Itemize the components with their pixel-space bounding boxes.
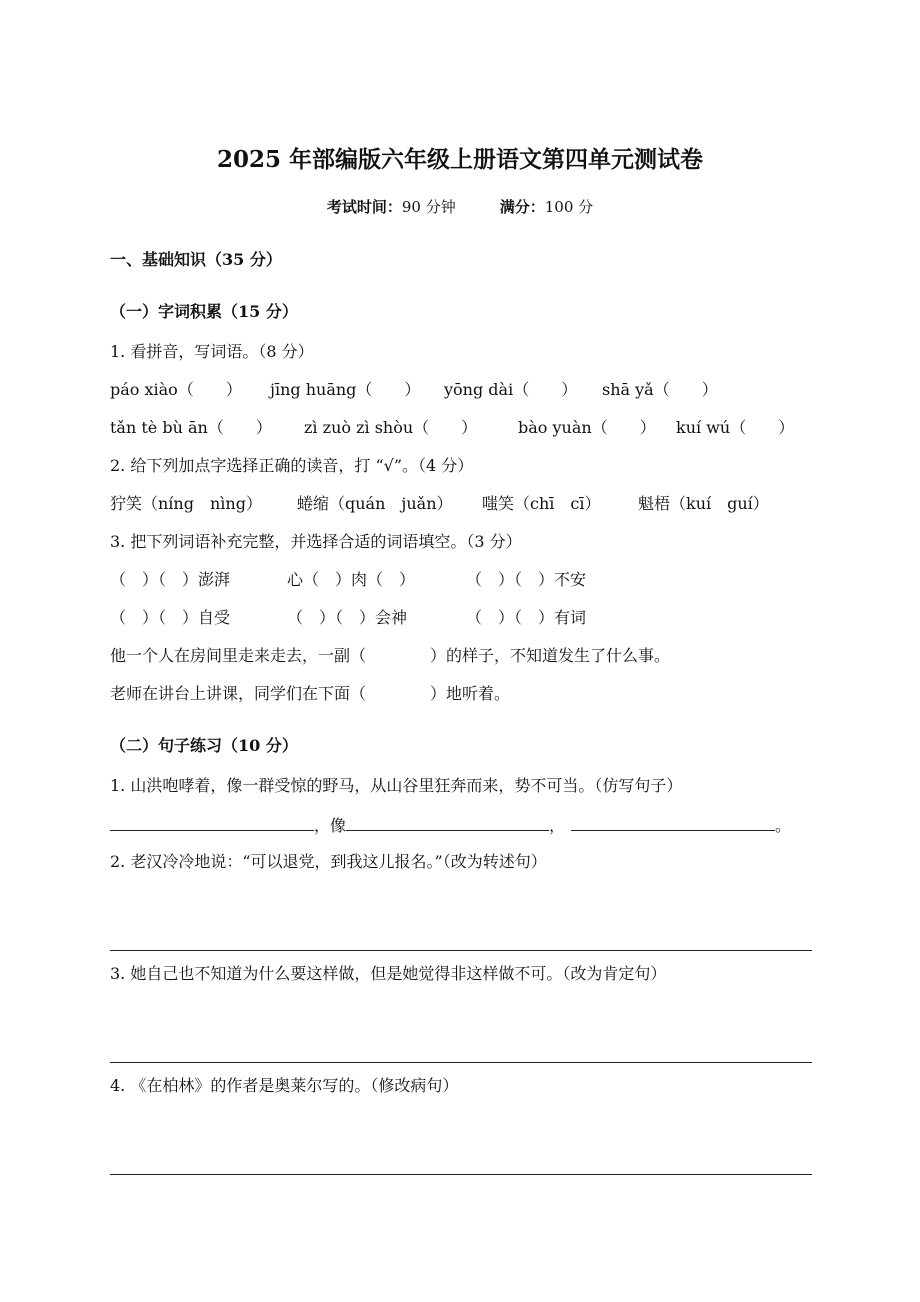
sentence-question-3-prompt: 3. 她自己也不知道为什么要这样做，但是她觉得非这样做不可。（改为肯定句） — [110, 964, 667, 983]
full-score-value: 100 分 — [544, 198, 594, 216]
pinyin-item: zì zuò zì shòu（ ） — [304, 418, 478, 437]
page-title: 2025 年部编版六年级上册语文第四单元测试卷 — [216, 146, 704, 173]
answer-line[interactable] — [110, 1062, 812, 1063]
answer-line[interactable] — [110, 1174, 812, 1175]
part-heading-vocabulary: （一）字词积累（15 分） — [110, 302, 298, 321]
fill-sentence-2: 老师在讲台上讲课，同学们在下面（ ）地听着。 — [110, 684, 511, 703]
idiom-fill-item: （ ）（ ）不安 — [466, 570, 587, 589]
answer-blank[interactable] — [110, 813, 314, 831]
exam-meta — [0, 196, 920, 218]
question-1-prompt: 1. 看拼音，写词语。（8 分） — [110, 342, 314, 361]
idiom-fill-item: （ ）（ ）有词 — [466, 608, 587, 627]
exam-time-value: 90 分钟 — [401, 198, 456, 216]
answer-separator: ，像 — [314, 816, 347, 835]
reading-choice-item: 蜷缩（quán juǎn） — [297, 494, 453, 513]
idiom-fill-item: 心（ ）肉（ ） — [287, 570, 416, 589]
pinyin-item: yōng dài（ ） — [444, 380, 578, 399]
part-heading-sentences: （二）句子练习（10 分） — [110, 736, 298, 755]
idiom-fill-item: （ ）（ ）会神 — [287, 608, 408, 627]
answer-blank[interactable] — [346, 813, 549, 831]
answer-blank[interactable] — [571, 813, 775, 831]
fill-sentence-1: 他一个人在房间里走来走去，一副（ ）的样子，不知道发生了什么事。 — [110, 646, 671, 665]
answer-separator: ， — [549, 816, 566, 835]
reading-choice-item: 狞笑（níng nìng） — [110, 494, 262, 513]
pinyin-item: tǎn tè bù ān（ ） — [110, 418, 272, 437]
pinyin-item: páo xiào（ ） — [110, 380, 242, 399]
sentence-question-1-prompt: 1. 山洪咆哮着，像一群受惊的野马，从山谷里狂奔而来，势不可当。（仿写句子） — [110, 776, 683, 795]
pinyin-item: jīng huāng（ ） — [270, 380, 421, 399]
exam-time-label: 考试时间： — [326, 198, 402, 216]
imitation-answer-row — [110, 813, 791, 837]
idiom-fill-item: （ ）（ ）自受 — [110, 608, 231, 627]
pinyin-item: kuí wú（ ） — [676, 418, 795, 437]
pinyin-item: bào yuàn（ ） — [518, 418, 656, 437]
sentence-question-4-prompt: 4. 《在柏林》的作者是奥莱尔写的。（修改病句） — [110, 1076, 459, 1095]
reading-choice-item: 魁梧（kuí guí） — [638, 494, 769, 513]
full-score-label: 满分： — [499, 198, 545, 216]
answer-line[interactable] — [110, 950, 812, 951]
section-heading-basics: 一、基础知识（35 分） — [110, 250, 282, 269]
answer-end: 。 — [775, 816, 792, 835]
idiom-fill-item: （ ）（ ）澎湃 — [110, 570, 231, 589]
pinyin-item: shā yǎ（ ） — [602, 380, 718, 399]
sentence-question-2-prompt: 2. 老汉冷冷地说：“可以退党，到我这儿报名。”（改为转述句） — [110, 852, 547, 871]
question-2-prompt: 2. 给下列加点字选择正确的读音，打 “√”。（4 分） — [110, 456, 474, 475]
question-3-prompt: 3. 把下列词语补充完整，并选择合适的词语填空。（3 分） — [110, 532, 522, 551]
reading-choice-item: 嗤笑（chī cī） — [482, 494, 601, 513]
